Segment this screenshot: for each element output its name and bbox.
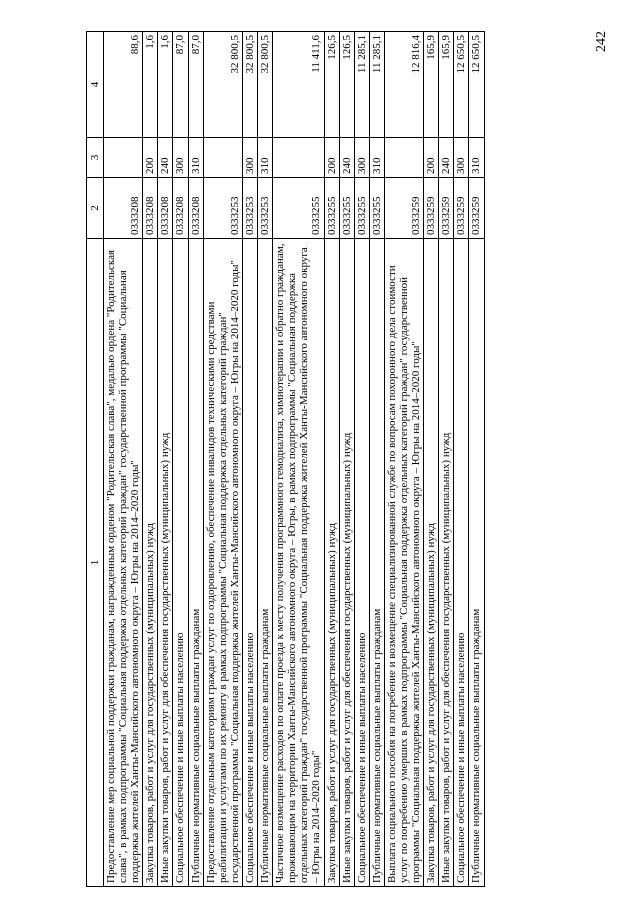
table-row xyxy=(469,32,484,887)
table-row xyxy=(354,32,369,887)
row-name-cell: Закупка товаров, работ и услуг для государственных (муниципальных) нужд xyxy=(143,239,158,887)
row-name-cell: Социальное обеспечение и иные выплаты населению xyxy=(454,239,469,887)
table-row xyxy=(369,32,384,887)
row-sum-cell: 165,9 xyxy=(424,32,439,138)
rotated-table-page xyxy=(86,32,564,887)
table-row xyxy=(258,32,273,887)
header-col-2: 2 xyxy=(87,178,104,239)
row-type-cell: 240 xyxy=(439,138,454,178)
row-type-cell xyxy=(203,138,242,178)
row-sum-cell: 12 816,4 xyxy=(384,32,423,138)
row-sum-cell: 87,0 xyxy=(173,32,188,138)
row-name-cell: Публичные нормативные социальные выплаты гражданам xyxy=(469,239,484,887)
row-type-cell: 200 xyxy=(324,138,339,178)
header-col-1: 1 xyxy=(87,239,104,887)
row-name-cell: Публичные нормативные социальные выплаты гражданам xyxy=(258,239,273,887)
table-row xyxy=(158,32,173,887)
table-row xyxy=(203,32,242,887)
row-type-cell: 240 xyxy=(339,138,354,178)
row-type-cell: 200 xyxy=(424,138,439,178)
row-code-cell: 0333255 xyxy=(354,178,369,239)
row-name-cell: Предоставление отдельным категориям граждан услуг по оздоровлению, обеспечение инвалидов техническими средствами реабилитации и услугами по их ремонту в рамках подпрограммы "Социальная поддержка отдельных категорий граждан" государственной программы "Социальная поддержка жителей Ханты-Мансийского автономного округа – Югры на 2014–2020 годы" xyxy=(203,239,242,887)
row-type-cell: 240 xyxy=(158,138,173,178)
row-type-cell: 300 xyxy=(173,138,188,178)
row-type-cell: 300 xyxy=(242,138,257,178)
row-code-cell: 0333259 xyxy=(384,178,423,239)
table-row xyxy=(339,32,354,887)
row-sum-cell: 126,5 xyxy=(339,32,354,138)
row-sum-cell: 165,9 xyxy=(439,32,454,138)
row-code-cell: 0333259 xyxy=(424,178,439,239)
row-name-cell: Иные закупки товаров, работ и услуг для обеспечения государственных (муниципальных) нужд xyxy=(439,239,454,887)
row-code-cell: 0333208 xyxy=(104,178,143,239)
row-code-cell: 0333259 xyxy=(469,178,484,239)
row-code-cell: 0333255 xyxy=(369,178,384,239)
table-row xyxy=(173,32,188,887)
row-sum-cell: 32 800,5 xyxy=(242,32,257,138)
row-name-cell: Закупка товаров, работ и услуг для государственных (муниципальных) нужд xyxy=(424,239,439,887)
row-sum-cell: 11 411,6 xyxy=(273,32,324,138)
row-type-cell xyxy=(273,138,324,178)
row-code-cell: 0333208 xyxy=(158,178,173,239)
row-name-cell: Закупка товаров, работ и услуг для государственных (муниципальных) нужд xyxy=(324,239,339,887)
row-code-cell: 0333255 xyxy=(324,178,339,239)
row-sum-cell: 11 285,1 xyxy=(369,32,384,138)
row-type-cell: 300 xyxy=(454,138,469,178)
row-code-cell: 0333208 xyxy=(188,178,203,239)
row-type-cell: 200 xyxy=(143,138,158,178)
row-code-cell: 0333208 xyxy=(173,178,188,239)
table-row xyxy=(188,32,203,887)
table-row xyxy=(104,32,143,887)
header-row xyxy=(87,32,104,887)
row-code-cell: 0333255 xyxy=(273,178,324,239)
row-sum-cell: 126,5 xyxy=(324,32,339,138)
budget-table xyxy=(86,31,485,887)
row-name-cell: Иные закупки товаров, работ и услуг для обеспечения государственных (муниципальных) нужд xyxy=(339,239,354,887)
row-name-cell: Иные закупки товаров, работ и услуг для обеспечения государственных (муниципальных) нужд xyxy=(158,239,173,887)
row-code-cell: 0333253 xyxy=(203,178,242,239)
row-sum-cell: 32 800,5 xyxy=(203,32,242,138)
row-type-cell: 310 xyxy=(258,138,273,178)
table-row xyxy=(454,32,469,887)
budget-table-body xyxy=(87,32,485,887)
row-name-cell: Социальное обеспечение и иные выплаты населению xyxy=(173,239,188,887)
row-name-cell: Социальное обеспечение и иные выплаты населению xyxy=(354,239,369,887)
row-sum-cell: 1,6 xyxy=(143,32,158,138)
row-name-cell: Частичное возмещение расходов по оплате проезда к месту получения программного гемодиализа, химиотерапии и обратно гражданам, проживающим на территории Ханты-Мансийского автономного округа – Югры, в рамках подпрограммы "Социальная поддержка отдельных категорий граждан" государственной программы "Социальная поддержка жителей Ханты-Мансийского автономного округа – Югры на 2014–2020 годы" xyxy=(273,239,324,887)
row-name-cell: Публичные нормативные социальные выплаты гражданам xyxy=(369,239,384,887)
row-type-cell: 310 xyxy=(369,138,384,178)
table-row xyxy=(242,32,257,887)
row-code-cell: 0333255 xyxy=(339,178,354,239)
row-code-cell: 0333253 xyxy=(258,178,273,239)
row-name-cell: Социальное обеспечение и иные выплаты населению xyxy=(242,239,257,887)
header-col-3: 3 xyxy=(87,138,104,178)
row-name-cell: Предоставление мер социальной поддержки гражданам, награжденным орденом "Родительская слава", медалью ордена "Родительская слава", в рамках подпрограммы "Социальная поддержка отдельных категорий граждан" государственной программы "Социальная поддержка жителей Ханты-Мансийского автономного округа – Югры на 2014–2020 годы" xyxy=(104,239,143,887)
row-sum-cell: 87,0 xyxy=(188,32,203,138)
row-code-cell: 0333253 xyxy=(242,178,257,239)
header-col-4: 4 xyxy=(87,32,104,138)
table-row xyxy=(324,32,339,887)
table-row xyxy=(439,32,454,887)
row-type-cell xyxy=(104,138,143,178)
row-sum-cell: 11 285,1 xyxy=(354,32,369,138)
row-sum-cell: 12 650,5 xyxy=(454,32,469,138)
row-sum-cell: 12 650,5 xyxy=(469,32,484,138)
row-code-cell: 0333259 xyxy=(454,178,469,239)
row-name-cell: Публичные нормативные социальные выплаты гражданам xyxy=(188,239,203,887)
table-row xyxy=(424,32,439,887)
page-number: 242 xyxy=(594,31,609,52)
row-type-cell: 300 xyxy=(354,138,369,178)
table-row xyxy=(273,32,324,887)
table-row xyxy=(384,32,423,887)
row-type-cell: 310 xyxy=(469,138,484,178)
row-code-cell: 0333259 xyxy=(439,178,454,239)
row-sum-cell: 1,6 xyxy=(158,32,173,138)
row-type-cell xyxy=(384,138,423,178)
table-row xyxy=(143,32,158,887)
row-sum-cell: 88,6 xyxy=(104,32,143,138)
row-code-cell: 0333208 xyxy=(143,178,158,239)
row-sum-cell: 32 800,5 xyxy=(258,32,273,138)
row-type-cell: 310 xyxy=(188,138,203,178)
row-name-cell: Выплата социального пособия на погребение и возмещение специализированной службе по вопросам похоронного дела стоимости услуг по погребению умерших в рамках подпрограммы "Социальная поддержка отдельных категорий граждан" государственной программы "Социальная поддержка жителей Ханты-Мансийского автономного округа – Югры на 2014–2020 годы" xyxy=(384,239,423,887)
